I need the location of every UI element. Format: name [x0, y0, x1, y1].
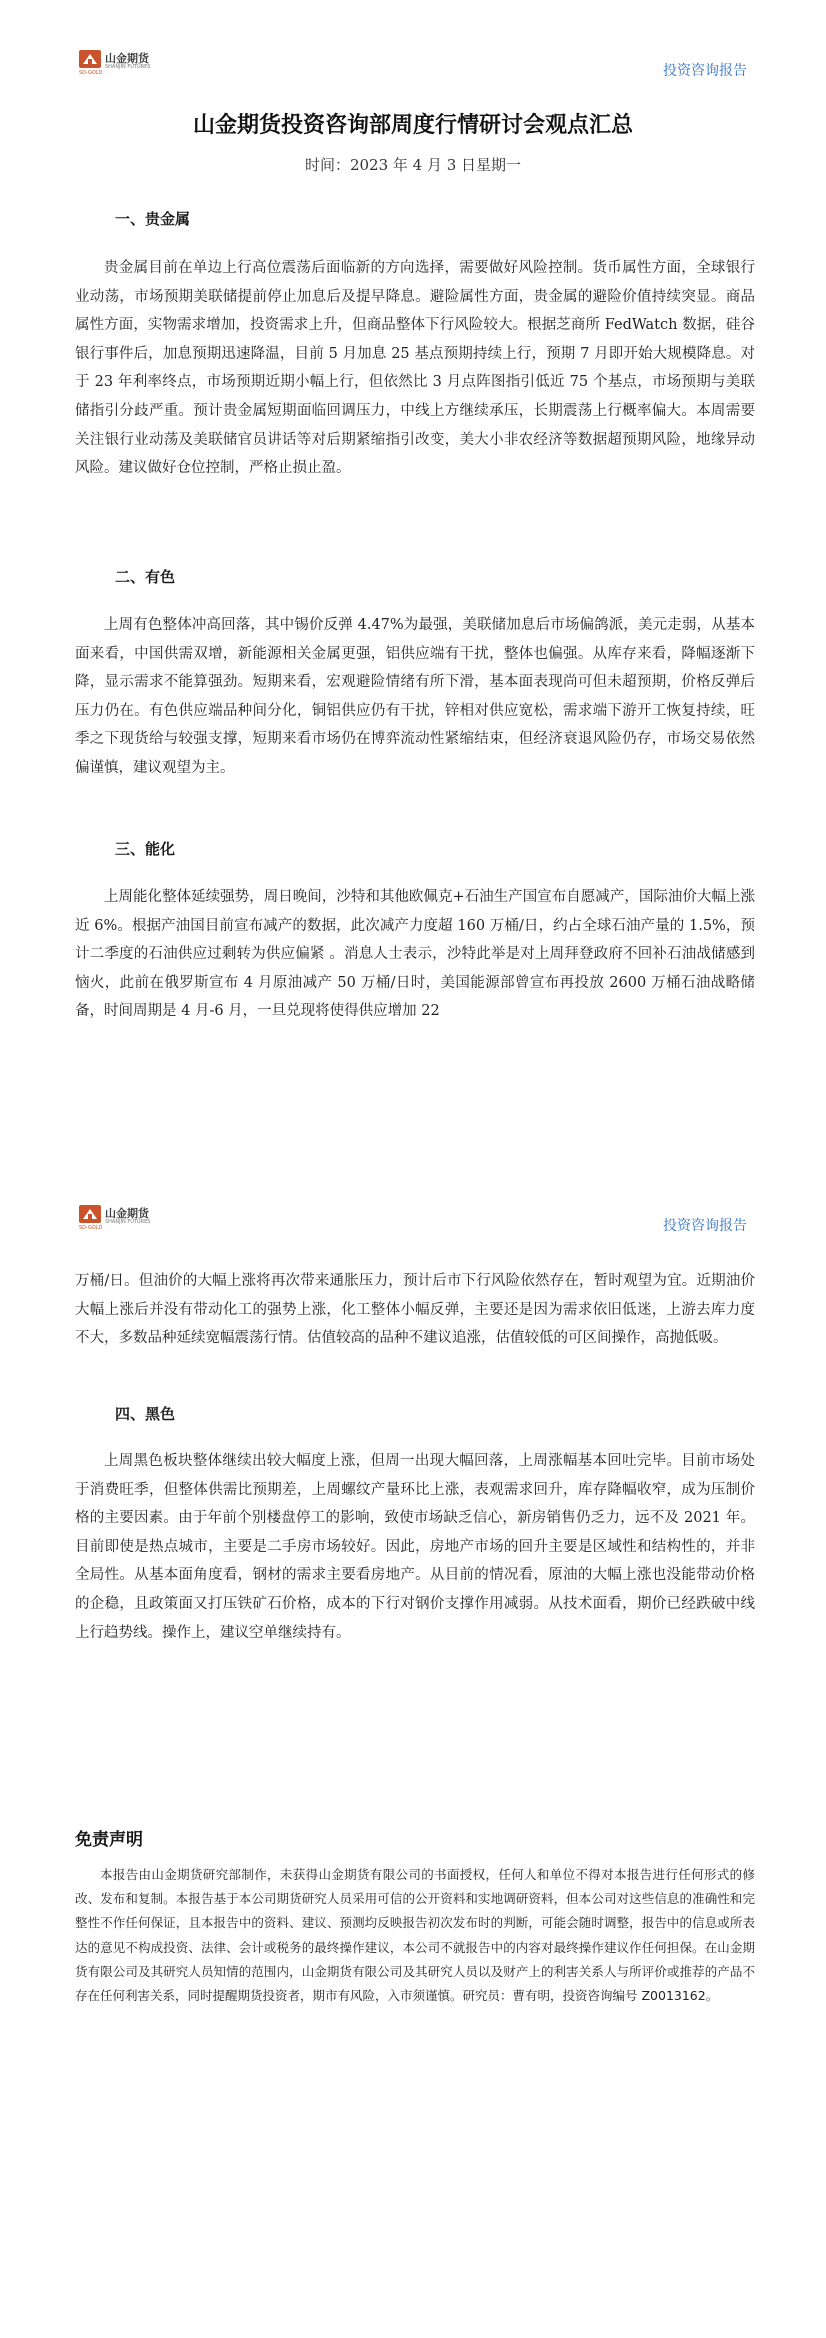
logo-text-cn: 山金期货 [105, 52, 149, 65]
company-logo [79, 1203, 169, 1235]
logo-text-en: SHANJIN FUTURES [105, 64, 151, 70]
section-text-energy-chemicals-part1: 上周能化整体延续强势，周日晚间，沙特和其他欧佩克+石油生产国宣布自愿减产，国际油价大幅上涨近 6%。根据产油国目前宣布减产的数据，此次减产力度超 160 万桶/日，约占全球石油产量的 1.5%，预计二季度的石油供应过剩转为供应偏紧 。消息人士表示，沙特此举是对上周拜登政府不回补石油战储感到恼火，此前在俄罗斯宣布 4 月原油减产 50 万桶/日时，美国能源部曾宣布再投放 2600 万桶石油战略储备，时间周期是 4 月-6 月，一旦兑现将使得供应增加 22 [75, 889, 755, 1020]
report-type-label: 投资咨询报告 [663, 1218, 747, 1234]
section-heading-precious-metals: 一、贵金属 [115, 210, 191, 228]
section-heading-nonferrous: 二、有色 [115, 568, 176, 586]
report-date: 时间：2023 年 4 月 3 日星期一 [304, 156, 522, 174]
logo-mark-icon [79, 50, 101, 68]
page-header [75, 1203, 751, 1235]
section-heading-energy-chemicals: 三、能化 [115, 840, 176, 858]
disclaimer-heading: 免责声明 [75, 1830, 143, 1850]
section-text-ferrous: 上周黑色板块整体继续出较大幅度上涨，但周一出现大幅回落，上周涨幅基本回吐完毕。目前市场处于消费旺季，但整体供需比预期差，上周螺纹产量环比上涨，表观需求回升，库存降幅收窄，成为压制价格的主要因素。由于年前个别楼盘停工的影响，致使市场缺乏信心，新房销售仍乏力，远不及 2021 年。目前即使是热点城市，主要是二手房市场较好。因此，房地产市场的回升主要是区域性和结构性的，并非全局性。从基本面角度看，钢材的需求主要看房地产。从目前的情况看，原油的大幅上涨也没能带动价格的企稳，且政策面又打压铁矿石价格，成本的下行对钢价支撑作用减弱。从技术面看，期价已经跌破中线上行趋势线。操作上，建议空单继续持有。 [75, 1453, 755, 1641]
logo-text-en: SHANJIN FUTURES [105, 1219, 151, 1225]
page-header [75, 48, 751, 80]
logo-mark-icon [79, 1205, 101, 1223]
report-page-2 [0, 1185, 826, 2338]
report-type-label: 投资咨询报告 [663, 63, 747, 79]
report-title: 山金期货投资咨询部周度行情研讨会观点汇总 [192, 113, 633, 138]
section-text-precious-metals: 贵金属目前在单边上行高位震荡后面临新的方向选择，需要做好风险控制。货币属性方面，全球银行业动荡，市场预期美联储提前停止加息后及提早降息。避险属性方面，贵金属的避险价值持续突显。商品属性方面，实物需求增加，投资需求上升，但商品整体下行风险较大。根据芝商所 FedWatch 数据，硅谷银行事件后，加息预期迅速降温，目前 5 月加息 25 基点预期持续上行，预期 7 月即开始大规模降息。对于 23 年利率终点，市场预期近期小幅上行，但依然比 3 月点阵图指引低近 75 个基点，市场预期与美联储指引分歧严重。预计贵金属短期面临回调压力，中线上方继续承压，长期震荡上行概率偏大。本周需要关注银行业动荡及美联储官员讲话等对后期紧缩指引改变，美大小非农经济等数据超预期风险，地缘异动风险。建议做好仓位控制，严格止损止盈。 [75, 260, 755, 477]
section-heading-ferrous: 四、黑色 [115, 1405, 176, 1423]
company-logo [79, 48, 169, 80]
disclaimer-text: 本报告由山金期货研究部制作，未获得山金期货有限公司的书面授权，任何人和单位不得对本报告进行任何形式的修改、发布和复制。本报告基于本公司期货研究人员采用可信的公开资料和实地调研资料，但本公司对这些信息的准确性和完整性不作任何保证，且本报告中的资料、建议、预测均反映报告初次发布时的判断，可能会随时调整，报告中的信息或所表达的意见不构成投资、法律、会计或税务的最终操作建议，本公司不就报告中的内容对最终操作建议作任何担保。在山金期货有限公司及其研究人员知情的范围内，山金期货有限公司及其研究人员以及财产上的利害关系人与所评价或推荐的产品不存在任何利害关系，同时提醒期货投资者，期市有风险，入市须谨慎。研究员：曹有明，投资咨询编号 Z0013162。 [75, 1867, 755, 2004]
section-text-nonferrous: 上周有色整体冲高回落，其中锡价反弹 4.47%为最强，美联储加息后市场偏鸽派，美元走弱，从基本面来看，中国供需双增，新能源相关金属更强，铝供应端有干扰，整体也偏强。从库存来看，降幅逐渐下降，显示需求不能算强劲。短期来看，宏观避险情绪有所下滑，基本面表现尚可但未超预期，价格反弹后压力仍在。有色供应端品种间分化，铜铝供应仍有干扰，锌相对供应宽松，需求端下游开工恢复持续，旺季之下现货给与较强支撑，短期来看市场仍在博弈流动性紧缩结束，但经济衰退风险仍存，市场交易依然偏谨慎，建议观望为主。 [75, 617, 755, 776]
section-text-energy-chemicals-part2: 万桶/日。但油价的大幅上涨将再次带来通胀压力，预计后市下行风险依然存在，暂时观望为宜。近期油价大幅上涨后并没有带动化工的强势上涨，化工整体小幅反弹，主要还是因为需求依旧低迷，上游去库力度不大，多数品种延续宽幅震荡行情。估值较高的品种不建议追涨，估值较低的可区间操作，高抛低吸。 [75, 1273, 755, 1347]
logo-text-sub: SD-GOLD [79, 1225, 103, 1231]
logo-text-cn: 山金期货 [105, 1207, 149, 1220]
logo-text-sub: SD-GOLD [79, 70, 103, 76]
